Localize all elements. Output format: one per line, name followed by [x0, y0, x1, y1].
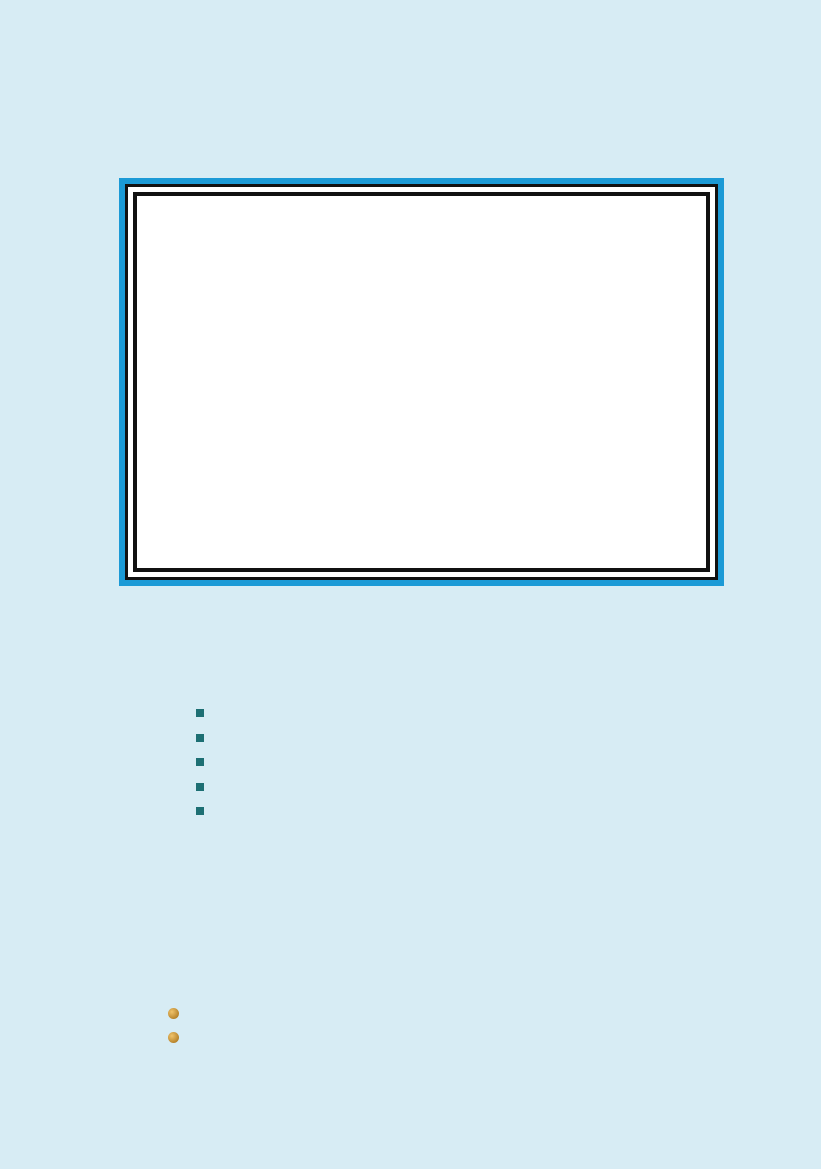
teletext-image	[119, 178, 724, 586]
square-bullet-icon	[196, 807, 204, 815]
square-bullet-icon	[196, 734, 204, 742]
exercise-1-item	[196, 701, 216, 726]
square-bullet-icon	[196, 758, 204, 766]
exercise-1-list	[196, 701, 216, 824]
round-bullet-icon	[168, 1008, 179, 1019]
exercise-1-item	[196, 799, 216, 824]
round-bullet-icon	[168, 1032, 179, 1043]
teletext-frame-outer	[125, 184, 718, 580]
exercise-2-list	[168, 1001, 191, 1050]
teletext-screen	[143, 202, 700, 562]
exercise-2-item	[168, 1001, 191, 1026]
exercise-1-item	[196, 775, 216, 800]
teletext-frame-inner	[133, 192, 710, 572]
square-bullet-icon	[196, 709, 204, 717]
exercise-1-item	[196, 750, 216, 775]
exercise-1-item	[196, 726, 216, 751]
square-bullet-icon	[196, 783, 204, 791]
exercise-2-item	[168, 1026, 191, 1051]
